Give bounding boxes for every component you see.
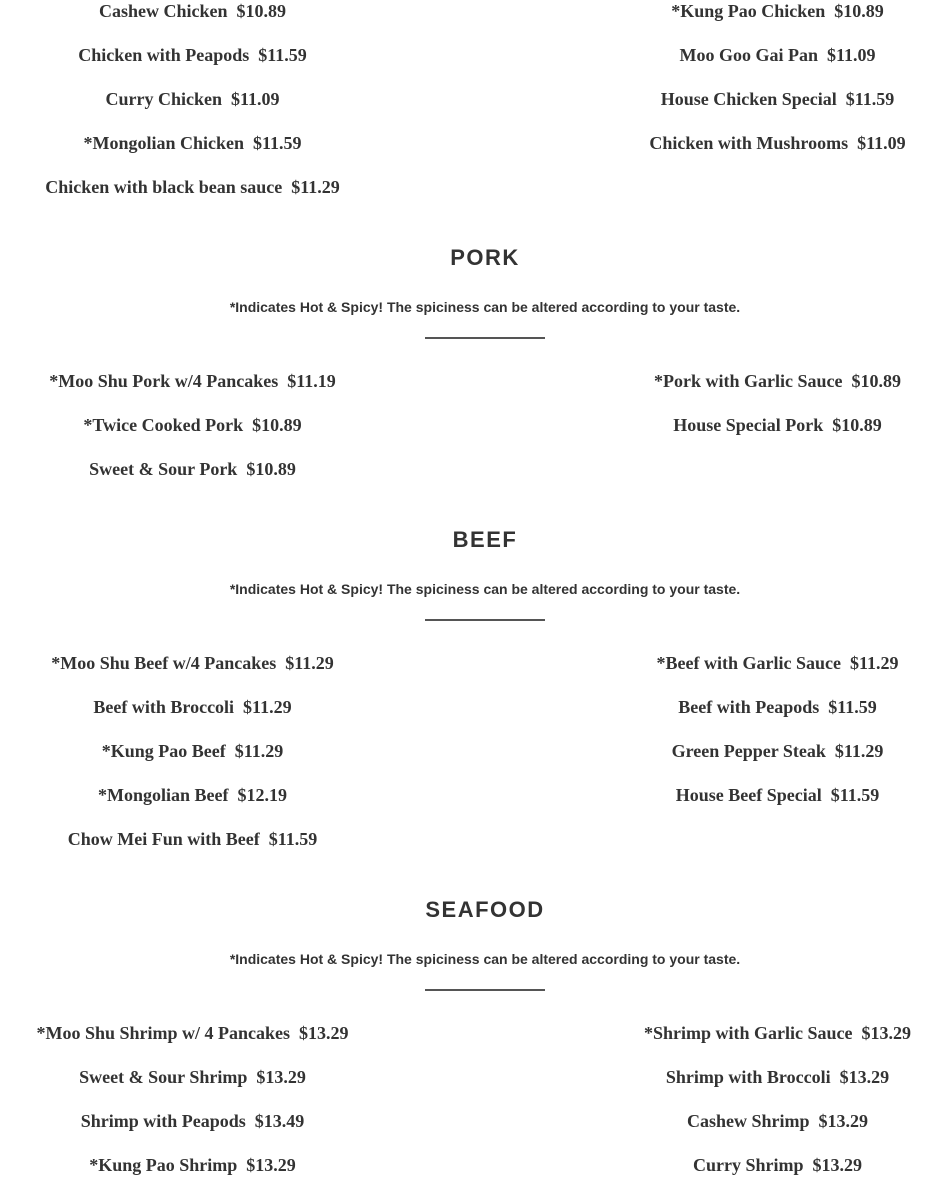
menu-item-mongolian-chicken: *Mongolian Chicken $11.59 [83,133,302,153]
menu-item-house-chicken-special: House Chicken Special $11.59 [660,89,895,109]
menu-item-chow-mei-fun-beef: Chow Mei Fun with Beef $11.59 [67,829,318,849]
menu-item-shrimp-garlic-sauce: *Shrimp with Garlic Sauce $13.29 [643,1023,911,1043]
beef-right-column [605,651,950,861]
menu-item-mongolian-beef: *Mongolian Beef $12.19 [98,785,287,805]
menu-item-pork-garlic-sauce: *Pork with Garlic Sauce $10.89 [654,371,901,391]
menu-item-moo-shu-pork: *Moo Shu Pork w/4 Pancakes $11.19 [49,371,336,391]
section-divider-beef [425,619,545,621]
spicy-note-pork: *Indicates Hot & Spicy! The spiciness can be altered according to your taste. [229,299,741,315]
menu-item-house-beef-special: House Beef Special $11.59 [675,785,880,805]
menu-item-curry-chicken: Curry Chicken $11.09 [105,89,280,109]
menu-item-moo-shu-shrimp: *Moo Shu Shrimp w/ 4 Pancakes $13.29 [36,1023,349,1043]
seafood-right-column [605,1021,950,1177]
pork-left-column [0,369,385,489]
menu-item-shrimp-peapods: Shrimp with Peapods $13.49 [80,1111,305,1131]
chicken-left-column [0,0,385,200]
pork-right-column [605,369,950,489]
menu-item-beef-garlic-sauce: *Beef with Garlic Sauce $11.29 [656,653,899,673]
menu-item-shrimp-broccoli: Shrimp with Broccoli $13.29 [665,1067,890,1087]
menu-item-chicken-with-peapods: Chicken with Peapods $11.59 [78,45,307,65]
seafood-left-column [0,1021,385,1177]
menu-item-twice-cooked-pork: *Twice Cooked Pork $10.89 [83,415,302,435]
menu-item-house-special-pork: House Special Pork $10.89 [673,415,882,435]
menu-item-cashew-shrimp: Cashew Shrimp $13.29 [686,1111,869,1131]
menu-item-moo-goo-gai-pan: Moo Goo Gai Pan $11.09 [679,45,876,65]
section-title-beef: BEEF [452,527,518,552]
menu-item-kung-pao-chicken: *Kung Pao Chicken $10.89 [671,1,884,21]
menu-item-curry-shrimp: Curry Shrimp $13.29 [692,1155,862,1175]
section-divider-pork [425,337,545,339]
spicy-note-seafood: *Indicates Hot & Spicy! The spiciness can be altered according to your taste. [229,951,741,967]
menu-item-kung-pao-shrimp: *Kung Pao Shrimp $13.29 [89,1155,296,1175]
menu-item-beef-peapods: Beef with Peapods $11.59 [678,697,877,717]
chicken-right-column [605,0,950,200]
menu-item-sweet-sour-shrimp: Sweet & Sour Shrimp $13.29 [79,1067,306,1087]
section-divider-seafood [425,989,545,991]
menu-item-kung-pao-beef: *Kung Pao Beef $11.29 [101,741,284,761]
section-title-pork: PORK [450,245,520,270]
section-title-seafood: SEAFOOD [425,897,545,922]
menu-item-beef-broccoli: Beef with Broccoli $11.29 [93,697,292,717]
menu-item-chicken-with-mushrooms: Chicken with Mushrooms $11.09 [649,133,906,153]
menu-item-moo-shu-beef: *Moo Shu Beef w/4 Pancakes $11.29 [51,653,334,673]
menu-item-green-pepper-steak: Green Pepper Steak $11.29 [671,741,884,761]
spicy-note-beef: *Indicates Hot & Spicy! The spiciness can be altered according to your taste. [229,581,741,597]
menu-item-chicken-black-bean: Chicken with black bean sauce $11.29 [45,177,340,197]
menu-item-sweet-sour-pork: Sweet & Sour Pork $10.89 [89,459,296,479]
beef-left-column [0,651,385,861]
menu-item-cashew-chicken: Cashew Chicken $10.89 [98,1,286,21]
